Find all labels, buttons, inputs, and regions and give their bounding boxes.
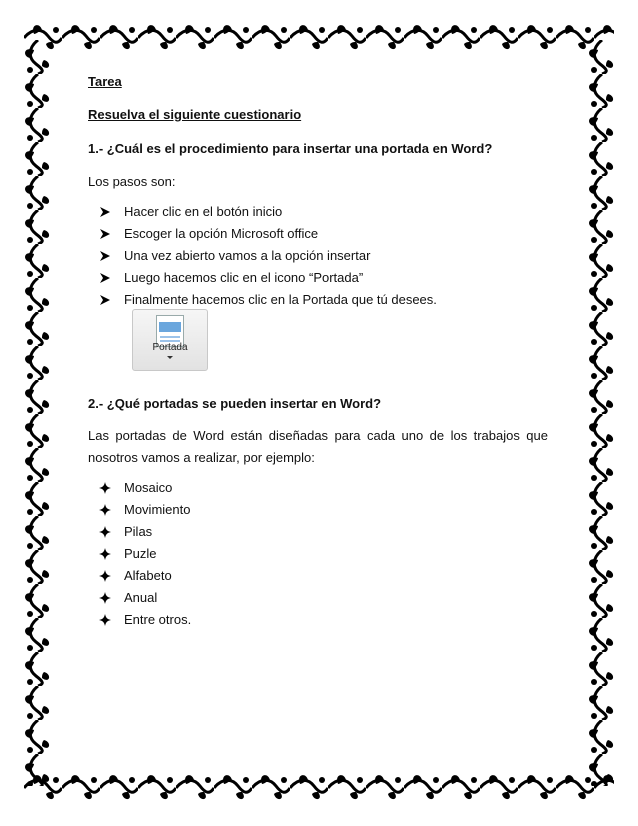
arrow-bullet-icon (98, 205, 112, 219)
list-item (98, 524, 191, 546)
diamond-bullet-icon (98, 547, 112, 561)
step-text: Una vez abierto vamos a la opción insertar (124, 248, 371, 263)
steps-intro: Los pasos son: (88, 174, 176, 189)
document-subtitle: Resuelva el siguiente cuestionario (88, 107, 302, 122)
list-item (98, 204, 437, 226)
question-2-paragraph: Las portadas de Word están diseñadas para cada uno de los trabajos que nosotros vamos a realizar, por ejemplo: (88, 428, 548, 465)
vine-pattern-top (24, 22, 614, 52)
option-text: Entre otros. (124, 612, 192, 627)
option-text: Mosaico (124, 480, 173, 495)
decorative-vine-border-bottom (24, 772, 614, 802)
list-item (98, 480, 191, 502)
list-item (98, 248, 437, 270)
step-text: Luego hacemos clic en el icono “Portada” (124, 270, 364, 285)
steps-list (98, 204, 437, 314)
arrow-bullet-icon (98, 249, 112, 263)
decorative-vine-border-left (22, 40, 52, 786)
diamond-bullet-icon (98, 591, 112, 605)
vine-pattern-right (586, 40, 616, 786)
list-item (98, 270, 437, 292)
list-item (98, 546, 191, 568)
option-text: Alfabeto (124, 568, 172, 583)
question-2: 2.- ¿Qué portadas se pueden insertar en Word? (88, 396, 382, 411)
decorative-vine-border-right (586, 40, 616, 786)
vine-pattern-left (22, 40, 52, 786)
option-text: Anual (124, 590, 158, 605)
arrow-bullet-icon (98, 271, 112, 285)
option-text: Movimiento (124, 502, 191, 517)
question-1: 1.- ¿Cuál es el procedimiento para insertar una portada en Word? (88, 141, 493, 156)
step-text: Hacer clic en el botón inicio (124, 204, 283, 219)
option-text: Pilas (124, 524, 153, 539)
arrow-bullet-icon (98, 227, 112, 241)
list-item (98, 226, 437, 248)
cover-options-list (98, 480, 191, 634)
document-page (88, 62, 558, 762)
arrow-bullet-icon (98, 293, 112, 307)
diamond-bullet-icon (98, 503, 112, 517)
portada-icon-label: Portada (152, 342, 188, 353)
option-text: Puzle (124, 546, 157, 561)
list-item (98, 590, 191, 612)
list-item (98, 502, 191, 524)
decorative-vine-border-top (24, 22, 614, 52)
document-title: Tarea (88, 74, 122, 89)
diamond-bullet-icon (98, 613, 112, 627)
list-item (98, 568, 191, 590)
diamond-bullet-icon (98, 525, 112, 539)
diamond-bullet-icon (98, 481, 112, 495)
step-text: Escoger la opción Microsoft office (124, 226, 319, 241)
step-text: Finalmente hacemos clic en la Portada que tú desees. (124, 292, 437, 307)
portada-button-image (132, 309, 208, 371)
list-item (98, 612, 191, 634)
diamond-bullet-icon (98, 569, 112, 583)
dropdown-arrow-icon (167, 356, 173, 359)
vine-pattern-bottom (24, 772, 614, 802)
